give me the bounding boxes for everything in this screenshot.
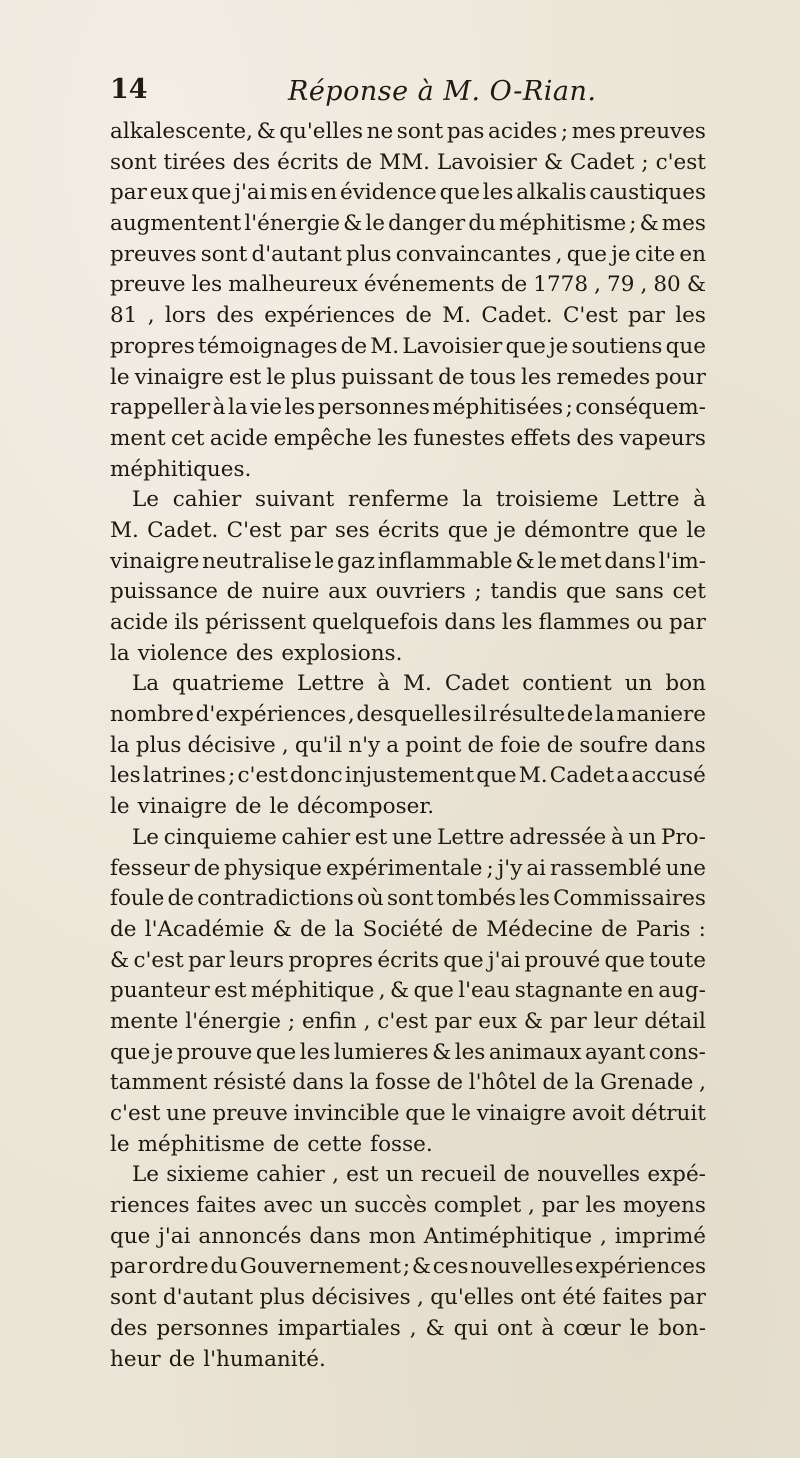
text-line: alkalescente, & qu'elles ne sont pas acides ; mes preuves [110, 119, 706, 144]
text-line: le vinaigre de le décomposer. [110, 794, 435, 820]
text-line: La quatrieme Lettre à M. Cadet contient un bon [132, 671, 706, 697]
text-line: vinaigre neutralise le gaz inflammable & le met dans l'im- [110, 548, 706, 574]
text-line: Le cahier suivant renferme la troisieme Lettre à [132, 487, 706, 513]
text-line: méphitiques. [110, 456, 252, 482]
text-line: Le sixieme cahier , est un recueil de nouvelles expé- [132, 1162, 706, 1188]
page-number: 14 [110, 74, 148, 105]
text-line: preuves sont d'autant plus convaincantes , que je cite en [110, 241, 706, 267]
text-line: ment cet acide empêche les funestes effets des vapeurs [110, 425, 706, 451]
text-line: des personnes impartiales , & qui ont à cœur le bon- [110, 1315, 706, 1341]
text-line: par eux que j'ai mis en évidence que les alkalis caustiques [110, 180, 706, 206]
text-line: & c'est par leurs propres écrits que j'ai prouvé que toute [110, 947, 706, 973]
text-line: de l'Académie & de la Société de Médecine de Paris : [110, 916, 706, 942]
text-line: mente l'énergie ; enfin , c'est par eux & par leur détail [110, 1008, 706, 1034]
text-line: puissance de nuire aux ouvriers ; tandis que sans cet [110, 579, 706, 605]
text-line: que j'ai annoncés dans mon Antiméphitique , imprimé [110, 1223, 706, 1249]
text-line: augmentent l'énergie & le danger du méphitisme ; & mes [110, 211, 706, 237]
text-line: la plus décisive , qu'il n'y a point de foie de soufre dans [110, 732, 706, 758]
text-line: sont tirées des écrits de MM. Lavoisier & Cadet ; c'est [110, 149, 706, 175]
text-line: Le cinquieme cahier est une Lettre adressée à un Pro- [132, 824, 706, 850]
body-text [110, 117, 706, 1375]
text-line: M. Cadet. C'est par ses écrits que je démontre que le [110, 517, 706, 543]
text-line: rappeller à la vie les personnes méphitisées ; conséquem- [110, 395, 706, 421]
text-line: sont d'autant plus décisives , qu'elles ont été faites par [110, 1285, 706, 1311]
text-line: le méphitisme de cette fosse. [110, 1131, 433, 1157]
text-line: par ordre du Gouvernement ; & ces nouvelles expériences [110, 1254, 706, 1280]
text-line: foule de contradictions où sont tombés les Commissaires [110, 886, 706, 912]
text-line: les latrines ; c'est donc injustement que M. Cadet a accusé [110, 763, 706, 789]
running-head: Réponse à M. O-Rian. [288, 76, 597, 107]
text-line: acide ils périssent quelquefois dans les flammes ou par [110, 610, 706, 635]
text-line: nombre d'expériences , desquelles il résulte de la maniere [110, 702, 706, 728]
text-line: tamment résisté dans la fosse de l'hôtel de la Grenade , [110, 1070, 706, 1096]
text-line: c'est une preuve invincible que le vinaigre avoit détruit [110, 1101, 706, 1126]
text-line: fesseur de physique expérimentale ; j'y ai rassemblé une [110, 855, 706, 881]
text-line: puanteur est méphitique , & que l'eau stagnante en aug- [110, 978, 706, 1004]
text-line: riences faites avec un succès complet , par les moyens [110, 1193, 706, 1219]
text-line: propres témoignages de M. Lavoisier que je soutiens que [110, 333, 706, 359]
page-header [110, 74, 710, 114]
text-line: heur de l'humanité. [110, 1346, 326, 1372]
text-line: preuve les malheureux événements de 1778 , 79 , 80 & [110, 272, 706, 298]
text-line: 81 , lors des expériences de M. Cadet. C'est par les [110, 303, 706, 329]
text-line: que je prouve que les lumieres & les animaux ayant cons- [110, 1039, 706, 1065]
text-line: la violence des explosions. [110, 640, 403, 666]
text-line: le vinaigre est le plus puissant de tous les remedes pour [110, 364, 706, 390]
